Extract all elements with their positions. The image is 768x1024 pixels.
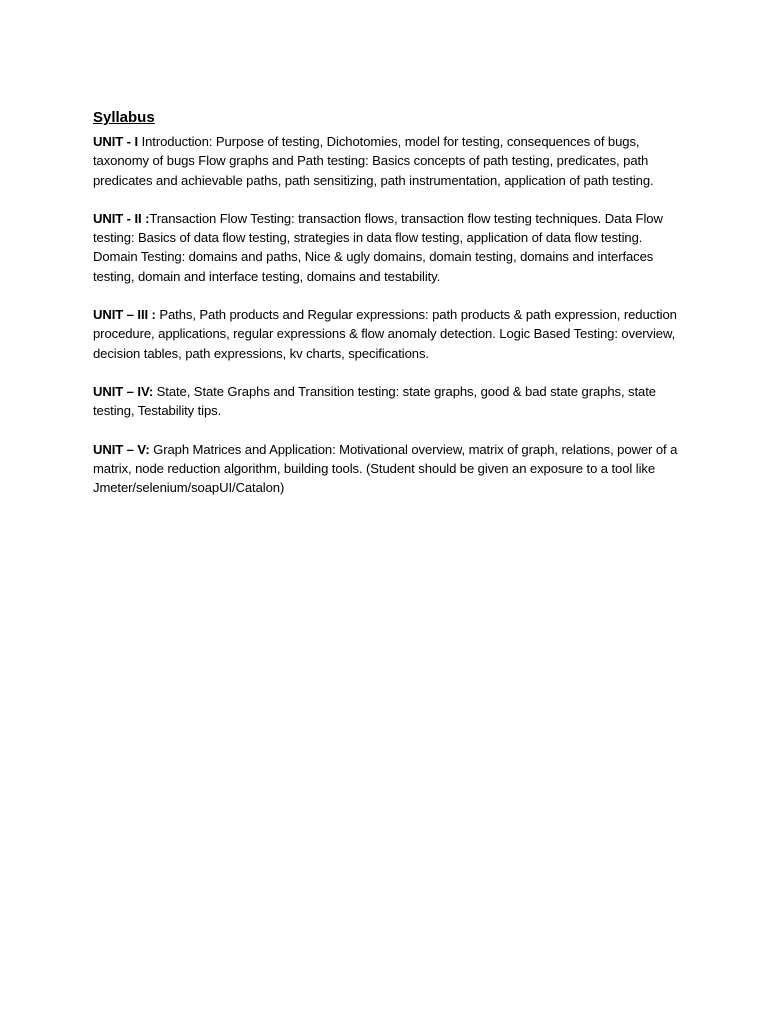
unit-2-paragraph	[93, 209, 678, 286]
unit-4-label: UNIT – IV:	[93, 383, 154, 399]
unit-2-label: UNIT - II :	[93, 210, 150, 226]
unit-3-label: UNIT – III :	[93, 307, 156, 323]
unit-3-paragraph	[93, 305, 678, 363]
unit-1-text: Introduction: Purpose of testing, Dichotomies, model for testing, consequences of bugs, taxonomy of bugs Flow graphs and Path testing: Basics concepts of path testing, predicates, path predicates and achievable paths, path sensitizing, path instrumentation, application of path testing.	[93, 134, 654, 188]
unit-5-label: UNIT – V:	[93, 441, 150, 457]
unit-3-text: Paths, Path products and Regular expressions: path products & path expression, reduction procedure, applications, regular expressions & flow anomaly detection. Logic Based Testing: overview, decision tables, path expressions, kv charts, specifications.	[93, 307, 677, 361]
unit-1-paragraph	[93, 132, 678, 190]
unit-2-text: Transaction Flow Testing: transaction flows, transaction flow testing techniques. Data Flow testing: Basics of data flow testing, strategies in data flow testing, application of data flow testing. Domain Testing: domains and paths, Nice & ugly domains, domain testing, domains and interfaces testing, domain and interface testing, domains and testability.	[93, 210, 663, 284]
page-title: Syllabus	[93, 109, 155, 126]
unit-4-text: State, State Graphs and Transition testing: state graphs, good & bad state graphs, state testing, Testability tips.	[93, 383, 656, 419]
unit-1-label: UNIT - I	[93, 134, 139, 149]
unit-4-paragraph	[93, 382, 678, 421]
document-page	[93, 108, 678, 516]
unit-5-paragraph	[93, 440, 678, 498]
unit-5-text: Graph Matrices and Application: Motivational overview, matrix of graph, relations, power of a matrix, node reduction algorithm, building tools. (Student should be given an exposure to a tool like Jmeter/selenium/soapUI/Catalon)	[93, 441, 678, 496]
